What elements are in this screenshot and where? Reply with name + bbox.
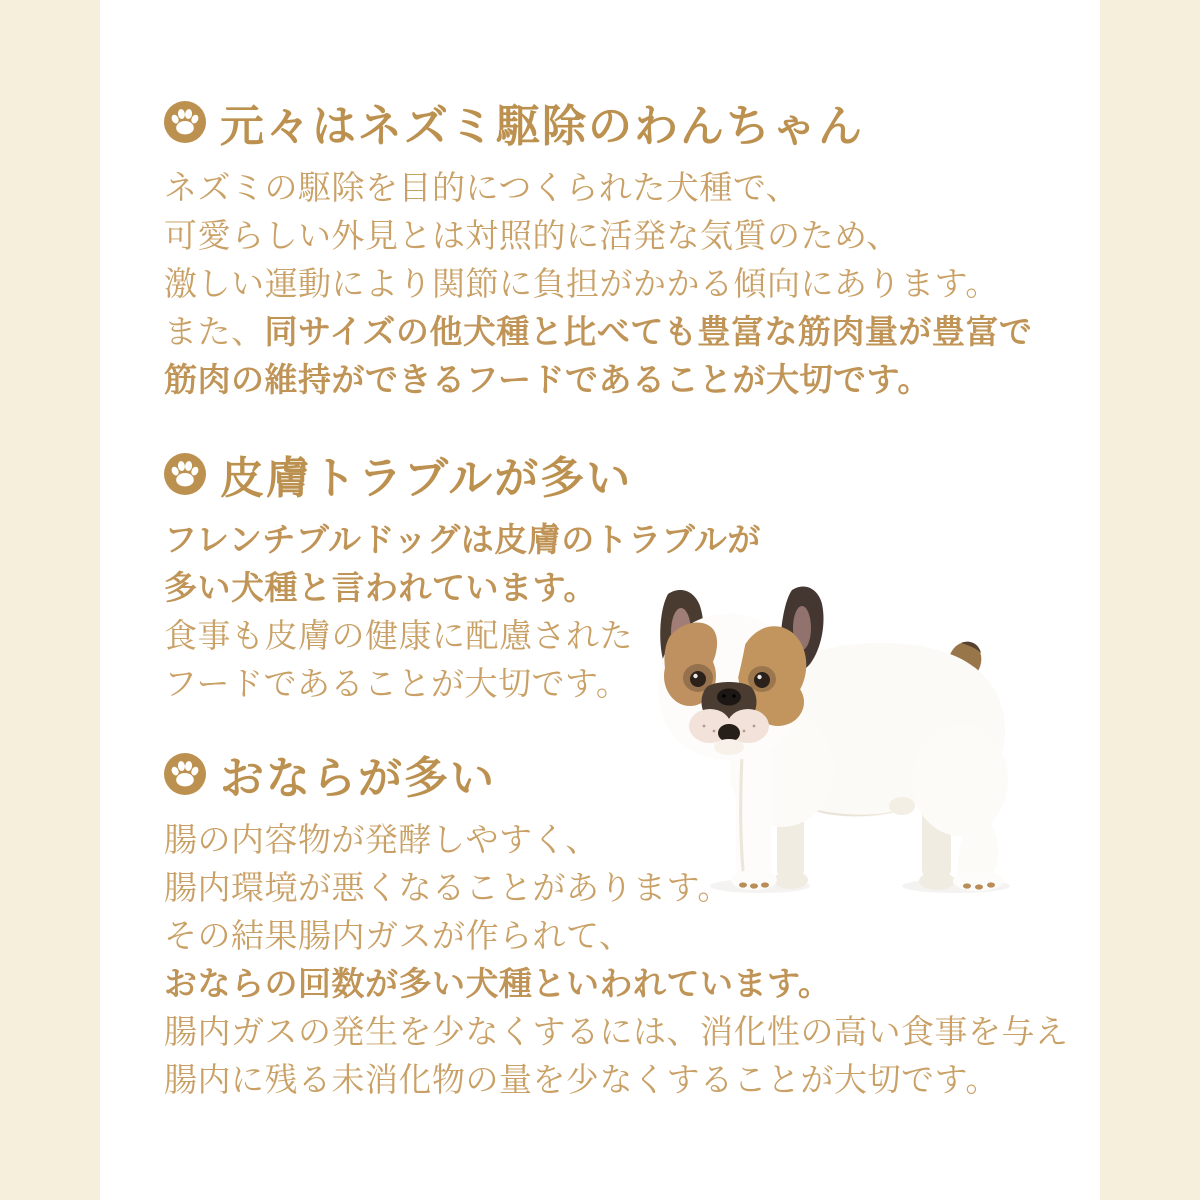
body-line: 食事も皮膚の健康に配慮された bbox=[164, 617, 633, 654]
paw-icon bbox=[164, 101, 206, 143]
body-line: 可愛らしい外見とは対照的に活発な気質のため、 bbox=[164, 217, 900, 254]
body-line: 腸内に残る未消化物の量を少なくすることが大切です。 bbox=[164, 1061, 999, 1098]
body-line: フードであることが大切です。 bbox=[164, 665, 630, 702]
body-line: 腸内ガスの発生を少なくするには、消化性の高い食事を与え bbox=[164, 1013, 1069, 1050]
section-origin bbox=[164, 96, 1032, 404]
dog-nose bbox=[717, 689, 741, 706]
section-heading: 皮膚トラブルが多い bbox=[220, 454, 633, 503]
paw-icon bbox=[164, 753, 206, 795]
dog-eye bbox=[754, 672, 770, 688]
body-line: 腸の内容物が発酵しやすく、 bbox=[164, 821, 599, 858]
section-origin-body bbox=[164, 164, 1032, 404]
body-line: フレンチブルドッグは皮膚のトラブルが bbox=[164, 521, 761, 558]
body-line: 激しい運動により関節に負担がかかる傾向にあります。 bbox=[164, 265, 999, 302]
section-heading: おならが多い bbox=[220, 754, 496, 803]
body-line: また、同サイズの他犬種と比べても豊富な筋肉量が豊富で bbox=[164, 313, 1033, 350]
paw-icon bbox=[164, 453, 206, 495]
section-heading: 元々はネズミ駆除のわんちゃん bbox=[220, 102, 864, 151]
body-line: おならの回数が多い犬種といわれています。 bbox=[164, 965, 832, 1002]
section-skin-heading-row bbox=[164, 448, 761, 503]
body-line: その結果腸内ガスが作られて、 bbox=[164, 917, 633, 954]
right-cream-band bbox=[1100, 0, 1200, 1200]
body-line: 筋肉の維持ができるフードであることが大切です。 bbox=[164, 361, 931, 398]
body-line: 腸内環境が悪くなることがあります。 bbox=[164, 869, 731, 906]
body-line: 多い犬種と言われています。 bbox=[164, 569, 597, 606]
left-cream-band bbox=[0, 0, 100, 1200]
body-line: ネズミの駆除を目的につくられた犬種で、 bbox=[164, 169, 800, 206]
dog-eye bbox=[690, 671, 706, 687]
french-bulldog-photo bbox=[650, 584, 1012, 896]
section-origin-heading-row bbox=[164, 96, 1032, 151]
